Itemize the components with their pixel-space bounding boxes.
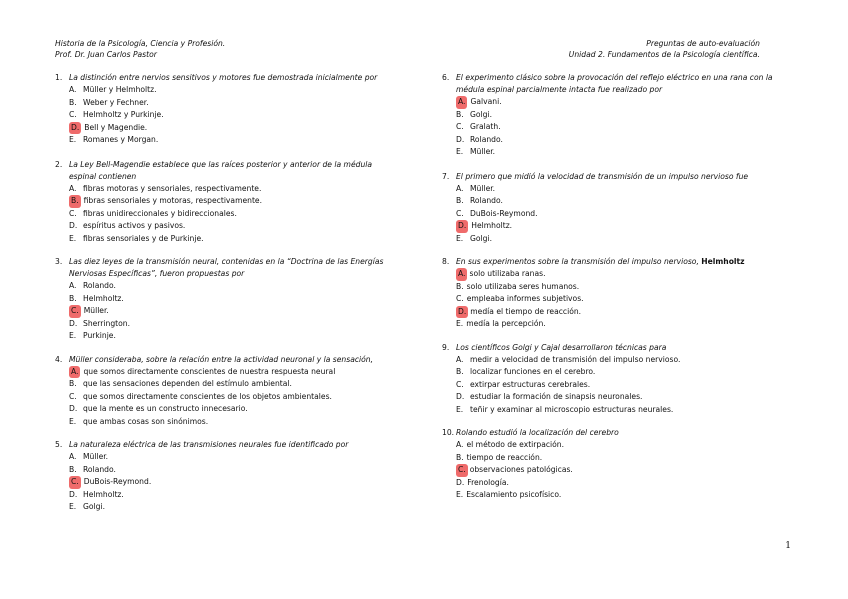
option-letter: B. xyxy=(456,109,464,119)
option-letter: D. xyxy=(69,318,78,328)
highlighted-option-letter: D. xyxy=(456,306,468,319)
option-letter: C. xyxy=(456,294,464,303)
answer-option xyxy=(55,195,400,208)
question-prompt: En sus experimentos sobre la transmisión del impulso nervioso, xyxy=(456,257,699,266)
answer-option xyxy=(442,96,787,109)
answer-option xyxy=(55,318,400,331)
option-letter: B. xyxy=(69,97,77,107)
option-letter: D. xyxy=(456,477,465,487)
option-text: Müller. xyxy=(83,452,109,461)
option-text: Galvani. xyxy=(470,97,502,106)
option-text: Escalamiento psicofísico. xyxy=(466,490,562,499)
highlighted-option-letter: C. xyxy=(69,305,81,318)
question-text xyxy=(55,354,400,366)
answer-option xyxy=(55,416,400,429)
answer-option xyxy=(55,391,400,404)
answer-option xyxy=(442,146,787,159)
option-text: observaciones patológicas. xyxy=(469,465,573,474)
question-text xyxy=(55,439,400,451)
highlighted-option-letter: A. xyxy=(69,366,80,379)
question xyxy=(55,354,400,429)
option-text: Helmholtz. xyxy=(83,293,124,303)
option-letter: E. xyxy=(69,416,77,426)
option-letter: D. xyxy=(69,221,78,230)
question-text xyxy=(55,256,400,280)
option-text: DuBois-Reymond. xyxy=(470,208,538,218)
option-text: Romanes y Morgan. xyxy=(83,135,159,144)
option-letter: C. xyxy=(456,379,464,389)
option-text: Bell y Magendie. xyxy=(84,122,148,132)
option-letter: A. xyxy=(456,440,464,449)
option-text: el método de extirpación. xyxy=(466,440,565,449)
answer-option xyxy=(55,403,400,416)
answer-option xyxy=(442,391,787,404)
question xyxy=(442,256,787,331)
option-text: teñir y examinar al microscopio estructuras neurales. xyxy=(470,404,674,414)
answer-option xyxy=(55,330,400,343)
option-text: espíritus activos y pasivos. xyxy=(83,221,186,230)
question-bold-term: Helmholtz xyxy=(701,257,745,266)
option-text: solo utilizaba ranas. xyxy=(469,269,546,278)
question-number: 10. xyxy=(442,428,455,437)
answer-option xyxy=(55,220,400,233)
option-letter: B. xyxy=(69,464,77,474)
option-text: Müller. xyxy=(470,147,496,156)
option-letter: A. xyxy=(69,281,77,290)
question xyxy=(55,159,400,246)
question xyxy=(442,171,787,246)
option-letter: C. xyxy=(456,208,464,218)
option-text: que la mente es un constructo innecesario. xyxy=(83,404,248,413)
question xyxy=(442,427,787,502)
answer-option xyxy=(442,233,787,246)
option-text: Golgi. xyxy=(83,502,105,511)
question-text xyxy=(55,72,400,84)
answer-option xyxy=(442,477,787,490)
option-letter: E. xyxy=(69,502,77,511)
answer-option xyxy=(442,318,787,331)
answer-option xyxy=(442,220,787,233)
question xyxy=(55,72,400,147)
option-text: extirpar estructuras cerebrales. xyxy=(470,379,591,389)
question-prompt: El primero que midió la velocidad de transmisión de un impulso nervioso fue xyxy=(456,171,749,181)
option-text: Helmholtz. xyxy=(83,489,124,499)
question-prompt: Müller consideraba, sobre la relación entre la actividad neuronal y la sensación, xyxy=(69,354,374,364)
option-text: Helmholtz y Purkinje. xyxy=(83,110,164,119)
answer-option xyxy=(442,195,787,208)
option-text: fibras sensoriales y motoras, respectivamente. xyxy=(83,196,263,205)
answer-option xyxy=(55,293,400,306)
option-letter: E. xyxy=(456,233,464,243)
question-number: 9. xyxy=(442,342,450,352)
question-prompt: La distinción entre nervios sensitivos y motores fue demostrada inicialmente por xyxy=(69,73,378,82)
question xyxy=(442,342,787,417)
option-text: Sherrington. xyxy=(83,318,131,328)
answer-option xyxy=(55,464,400,477)
answer-option xyxy=(442,268,787,281)
option-text: que las sensaciones dependen del estímulo ambiental. xyxy=(83,379,292,388)
option-text: Helmholtz. xyxy=(471,221,513,230)
question-number: 1. xyxy=(55,73,63,82)
question-number: 8. xyxy=(442,257,450,266)
question-text xyxy=(55,159,400,183)
option-letter: A. xyxy=(456,183,464,193)
option-text: Frenología. xyxy=(467,477,509,487)
option-text: estudiar la formación de sinapsis neuronales. xyxy=(470,392,643,401)
question-number: 6. xyxy=(442,73,450,82)
option-letter: B. xyxy=(69,379,77,388)
highlighted-option-letter: A. xyxy=(456,268,467,281)
right-question-column xyxy=(442,72,787,502)
question-prompt: La naturaleza eléctrica de las transmisiones neurales fue identificado por xyxy=(69,440,349,449)
option-letter: A. xyxy=(69,85,77,94)
option-text: Purkinje. xyxy=(83,331,116,340)
answer-option xyxy=(55,476,400,489)
highlighted-option-letter: A. xyxy=(456,96,467,109)
answer-option xyxy=(442,293,787,306)
answer-option xyxy=(55,378,400,391)
question-text xyxy=(442,171,787,183)
option-letter: E. xyxy=(69,233,77,243)
option-text: medía la percepción. xyxy=(466,319,546,328)
option-letter: D. xyxy=(69,404,78,413)
question-text xyxy=(442,427,787,439)
option-text: Rolando. xyxy=(470,134,503,144)
left-question-column xyxy=(55,72,400,514)
option-text: fibras unidireccionales y bidireccionales. xyxy=(83,208,237,218)
question-text xyxy=(442,72,787,96)
option-text: medía el tiempo de reacción. xyxy=(470,306,582,316)
answer-option xyxy=(55,183,400,196)
option-letter: A. xyxy=(456,354,464,364)
option-letter: D. xyxy=(456,392,465,401)
answer-option xyxy=(442,366,787,379)
option-letter: D. xyxy=(456,134,465,144)
answer-option xyxy=(442,306,787,319)
answer-option xyxy=(442,134,787,147)
option-text: que ambas cosas son sinónimos. xyxy=(83,416,209,426)
option-letter: C. xyxy=(69,208,77,218)
option-text: Müller. xyxy=(83,306,109,315)
option-text: Müller. xyxy=(470,183,496,193)
option-letter: D. xyxy=(69,489,78,499)
answer-option xyxy=(442,281,787,294)
question-number: 5. xyxy=(55,440,63,449)
option-text: Müller y Helmholtz. xyxy=(83,85,157,94)
option-letter: B. xyxy=(456,196,464,205)
answer-option xyxy=(442,489,787,502)
option-letter: B. xyxy=(456,281,464,291)
option-text: que somos directamente conscientes de nuestra respuesta neural xyxy=(83,366,336,376)
option-letter: B. xyxy=(456,367,464,376)
option-letter: A. xyxy=(69,183,77,193)
highlighted-option-letter: B. xyxy=(69,195,81,208)
answer-option xyxy=(55,97,400,110)
option-text: Weber y Fechner. xyxy=(83,97,149,107)
option-text: medir a velocidad de transmisión del impulso nervioso. xyxy=(470,354,681,364)
option-letter: B. xyxy=(69,293,77,303)
answer-option xyxy=(55,134,400,147)
option-text: Rolando. xyxy=(470,196,503,205)
answer-option xyxy=(442,464,787,477)
question-number: 3. xyxy=(55,257,63,266)
question-text xyxy=(442,342,787,354)
option-text: solo utilizaba seres humanos. xyxy=(466,281,580,291)
option-letter: C. xyxy=(456,122,464,131)
option-text: que somos directamente conscientes de los objetos ambientales. xyxy=(83,391,332,401)
option-text: fibras motoras y sensoriales, respectivamente. xyxy=(83,183,262,193)
answer-option xyxy=(55,501,400,514)
option-letter: A. xyxy=(69,452,77,461)
option-text: DuBois-Reymond. xyxy=(83,477,152,486)
question xyxy=(55,439,400,514)
option-text: Golgi. xyxy=(470,233,492,243)
answer-option xyxy=(55,233,400,246)
answer-option xyxy=(55,366,400,379)
answer-option xyxy=(442,404,787,417)
answer-option xyxy=(442,354,787,367)
answer-option xyxy=(442,183,787,196)
question-number: 4. xyxy=(55,354,63,364)
option-letter: C. xyxy=(69,110,77,119)
answer-option xyxy=(55,305,400,318)
question-prompt: Los científicos Golgi y Cajal desarrollaron técnicas para xyxy=(456,342,667,352)
option-text: empleaba informes subjetivos. xyxy=(466,294,584,303)
option-text: Rolando. xyxy=(83,281,116,290)
option-text: Gralath. xyxy=(470,122,501,131)
answer-option xyxy=(55,122,400,135)
answer-option xyxy=(442,439,787,452)
option-letter: E. xyxy=(69,331,77,340)
question-number: 2. xyxy=(55,159,63,169)
answer-option xyxy=(55,489,400,502)
unit-title: Unidad 2. Fundamentos de la Psicología científica. xyxy=(568,50,760,59)
option-letter: B. xyxy=(456,452,464,462)
answer-option xyxy=(55,280,400,293)
option-text: tiempo de reacción. xyxy=(466,452,543,462)
question-text xyxy=(442,256,787,268)
professor-name: Prof. Dr. Juan Carlos Pastor xyxy=(55,50,157,59)
answer-option xyxy=(55,109,400,122)
header-left xyxy=(55,38,225,60)
highlighted-option-letter: D. xyxy=(456,220,468,233)
question-prompt: La Ley Bell-Magendie establece que las raíces posterior y anterior de la médula espinal contienen xyxy=(69,159,373,181)
option-text: localizar funciones en el cerebro. xyxy=(470,367,596,376)
document-title: Preguntas de auto-evaluación xyxy=(646,39,760,48)
header-right xyxy=(569,38,760,60)
question xyxy=(442,72,787,159)
course-title: Historia de la Psicología, Ciencia y Profesión. xyxy=(55,39,226,48)
question-prompt: Rolando estudió la localización del cerebro xyxy=(456,428,619,437)
option-letter: E. xyxy=(456,147,464,156)
option-letter: E. xyxy=(456,404,464,414)
option-letter: C. xyxy=(69,391,77,401)
answer-option xyxy=(442,121,787,134)
option-text: fibras sensoriales y de Purkinje. xyxy=(83,233,204,243)
option-letter: E. xyxy=(69,135,77,144)
highlighted-option-letter: D. xyxy=(69,122,81,135)
question-number: 7. xyxy=(442,171,450,181)
option-letter: E. xyxy=(456,319,464,328)
option-text: Golgi. xyxy=(470,109,492,119)
highlighted-option-letter: C. xyxy=(456,464,468,477)
answer-option xyxy=(442,452,787,465)
option-text: Rolando. xyxy=(83,464,116,474)
question-prompt: Las diez leyes de la transmisión neural, contenidas en la “Doctrina de las Energías Nerviosas Específicas”, fueron propuestas por xyxy=(69,257,384,278)
answer-option xyxy=(55,208,400,221)
highlighted-option-letter: C. xyxy=(69,476,81,489)
question-prompt: El experimento clásico sobre la provocación del reflejo eléctrico en una rana con la médula espinal parcialmente intacta fue realizado por xyxy=(456,73,773,94)
answer-option xyxy=(55,84,400,97)
answer-option xyxy=(442,379,787,392)
option-letter: E. xyxy=(456,490,464,499)
answer-option xyxy=(442,109,787,122)
answer-option xyxy=(55,451,400,464)
answer-option xyxy=(442,208,787,221)
question xyxy=(55,256,400,343)
page-number: 1 xyxy=(785,541,791,551)
